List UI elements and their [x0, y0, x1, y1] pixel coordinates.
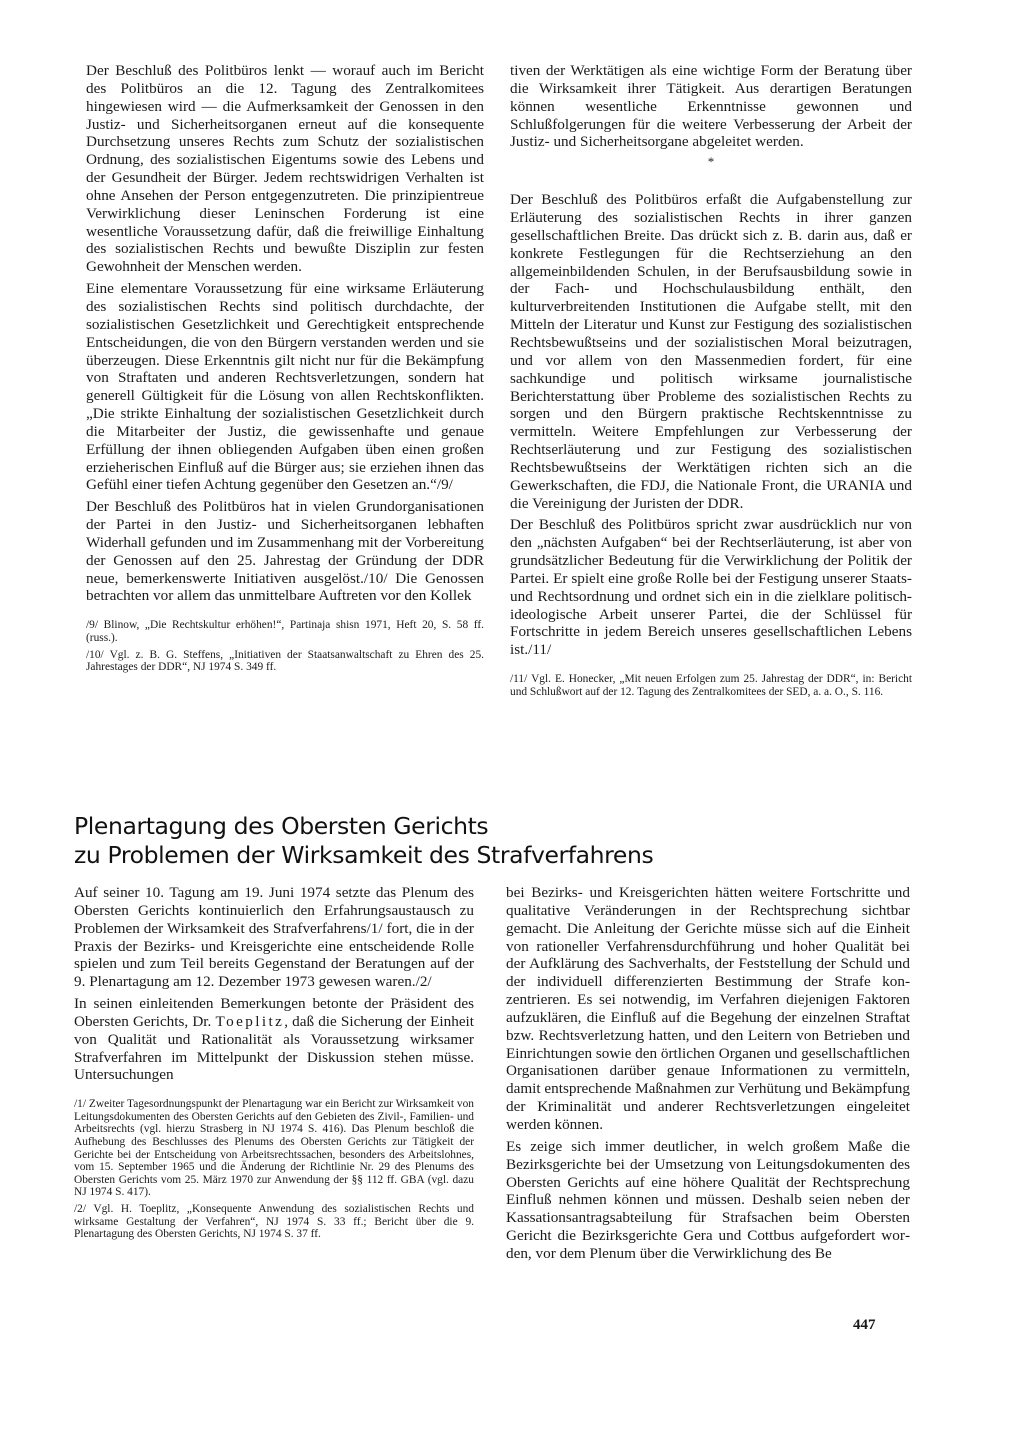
- article-right-column: [506, 884, 910, 1267]
- paragraph: [74, 995, 474, 1084]
- article-headline: [74, 812, 954, 870]
- article-left-column: [74, 884, 474, 1245]
- text-run: In seinen einleitenden Bemerkungen betonte der Präsident des Obersten Gerichts, Dr.: [74, 995, 474, 1030]
- headline-line: Plenartagung des Obersten Gerichts: [74, 812, 489, 840]
- paragraph: Der Beschluß des Politbüros lenkt — worauf auch im Bericht des Politbüros an die 12. Tagung des Zentralkomitees hingewiesen wird — die Aufmerksamkeit der Genossen in den Justiz- und Sicherheitsorganen erneut auf die konsequente Durchsetzung unseres Rechts zum Schutz der sozialistischen Ordnung, des sozialistischen Eigentums sowie des Lebens und der Gesundheit der Bürger. Jedem rechtswidrigen Verhalten ist ohne Ansehen der Person entgegenzutreten. Die prinzipientreue Verwirklichung dieser Leninschen Forderung ist eine wesentliche Voraussetzung dafür, daß die freiwillige Einhaltung des sozialistischen Rechts und bewußte Disziplin zur festen Gewohnheit der Menschen werden.: [86, 62, 484, 276]
- paragraph: tiven der Werktätigen als eine wichtige Form der Beratung über die Wirksamkeit ihrer Tätigkeit. Aus derartigen Beratungen können wesentliche Erkenntnisse gewonnen und Schlußfolgerungen für die weitere Verbesserung der Arbeit der Justiz- und Sicherheitsorgane abgeleitet werden.: [510, 62, 912, 151]
- person-name: Toeplitz: [215, 1012, 285, 1030]
- paragraph: Der Beschluß des Politbüros spricht zwar ausdrücklich nur von den „nächsten Aufgaben“ bei der Rechtserläuterung, ist aber von grundsätzlicher Bedeutung für die Verwirklichung der Politik der Partei. Er spielt eine große Rolle bei der Festigung unserer Staats- und Rechtsordnung und ordnet sich ein in die zielklare politisch-ideologische Arbeit unserer Partei, die der Schlüssel für Fortschritte in jedem Bereich unseres gesellschaftlichen Lebens ist./11/: [510, 516, 912, 659]
- footnote-10: /10/ Vgl. z. B. G. Steffens, „Initiativen der Staatsanwaltschaft zu Ehren des 25. Jahrestages der DDR“, NJ 1974 S. 349 ff.: [86, 648, 484, 674]
- footnote-1: /1/ Zweiter Tagesordnungspunkt der Plenartagung war ein Bericht zur Wirksamkeit von Leitungsdokumenten des Obersten Gerichts auf den Gebieten des Zivil-, Familien- und Arbeitsrechts (vgl. hierzu Strasberg in NJ 1974 S. 416). Das Plenum beschloß die Aufhebung des Beschlusses des Plenums des Obersten Gerichts zur Tätigkeit der Gerichte bei der Entscheidung von Arbeitsrechtssachen, besonders des Arbeitslohnes, vom 15. September 1965 und die Änderung der Richtlinie Nr. 29 des Plenums des Obersten Gerichts vom 25. März 1970 zur Anwendung der §§ 112 ff. GBA (vgl. dazu NJ 1974 S. 417).: [74, 1098, 474, 1199]
- paragraph: Eine elementare Voraussetzung für eine wirksame Erläuterung des sozialistischen Rechts sind politisch durchdachte, der sozialistischen Gesetzlichkeit und Gerechtigkeit entsprechende Entscheidungen, die von den Bürgern verstanden werden und sie überzeugen. Diese Erkenntnis gilt nicht nur für die Bekämpfung von Straftaten und anderen Rechtsverletzungen, sondern hat generell Gültigkeit für die Lösung von allen Rechtskonflikten. „Die strikte Einhaltung der sozialistischen Gesetzlichkeit durch die Mitarbeiter der Justiz, die gewissenhafte und genaue Erfüllung der ihnen obliegenden Aufgaben üben einen großen erzieherischen Einfluß auf die Bürger aus; sie erziehen ihnen das Gefühl einer tiefen Achtung gegenüber den Gesetzen an.“/9/: [86, 280, 484, 494]
- page-number: 447: [853, 1317, 876, 1333]
- paragraph: Der Beschluß des Politbüros erfaßt die Aufgabenstellung zur Erläuterung des sozialistischen Rechts in ihrer ganzen gesellschaftlichen Breite. Das drückt sich z. B. darin aus, daß er konkrete Festlegungen für die Rechtserziehung an den allgemeinbildenden Schulen, in der Berufsausbildung sowie in der Fach- und Hochschulausbildung enthält, den kulturverbreitenden Institutionen die Aufgabe stellt, mit den Mitteln der Literatur und Kunst zur Festigung des sozialistischen Rechtsbewußtseins und der sozialistischen Moral beizutragen, und vor allem von den Massenmedien fordert, für eine sachkundige und politisch wirksame journalistische Berichterstattung über Probleme des sozialistischen Rechts zu sorgen und den Bürgern praktische Rechtskenntnisse zu vermitteln. Weitere Empfehlungen zur Verbesserung der Rechtserläuterung und zur Festigung des sozialistischen Rechtsbewußtseins der Werktätigen richten sich an die Gewerkschaften, die FDJ, die Nationale Front, die URANIA und die Vereinigung der Juristen der DDR.: [510, 191, 912, 512]
- paragraph: Es zeige sich immer deutlicher, in welch großem Maße die Bezirksgerichte bei der Umsetzung von Leitungsdokumenten des Obersten Gerichts auf eine höhere Qualität der Rechtsprechung Einfluß nehmen können und müssen. Deshalb seien neben der Kassationsantragsabteilung für Strafsachen beim Obersten Gericht die Bezirksgerichte Gera und Cottbus aufgefordert worden, vor dem Plenum über die Verwirklichung des Be: [506, 1137, 910, 1262]
- footnote-2: /2/ Vgl. H. Toeplitz, „Konsequente Anwendung des sozialistischen Rechts und wirksame Gestaltung der Verfahren“, NJ 1974 S. 33 ff.; Bericht über die 9. Plenartagung des Obersten Gerichts, NJ 1974 S. 37 ff.: [74, 1203, 474, 1241]
- text-run: , daß die Sicherung der Einheit von Qualität und Rationalität als Voraussetzung wirksamer Strafverfahren im Mittelpunkt der Diskussion stehen müsse. Untersuchungen: [74, 1012, 474, 1084]
- paragraph: Auf seiner 10. Tagung am 19. Juni 1974 setzte das Plenum des Obersten Gerichts kontinuierlich den Erfahrungsaustausch zu Problemen der Wirksamkeit des Strafverfahrens/1/ fort, die in der Praxis der Bezirks- und Kreisgerichte eine entscheidende Rolle spielen und zum Teil bereits Gegenstand der Beratungen auf der 9. Plenartagung am 12. Dezember 1973 gewesen waren./2/: [74, 884, 474, 991]
- headline-line: zu Problemen der Wirksamkeit des Strafverfahrens: [74, 841, 654, 869]
- section-separator: *: [707, 154, 715, 170]
- paragraph: Der Beschluß des Politbüros hat in vielen Grundorganisationen der Partei in den Justiz- und Sicherheitsorganen lebhaften Widerhall gefunden und im Zusammenhang mit der Vorbereitung der Genossen auf den 25. Jahrestag der Gründung der DDR neue, bemerkenswerte Initiativen ausgelöst./10/ Die Genossen betrachten vor allem das unmittelbare Auftreten vor den Kollek: [86, 498, 484, 605]
- footnote-11: /11/ Vgl. E. Honecker, „Mit neuen Erfolgen zum 25. Jahrestag der DDR“, in: Bericht und Schlußwort auf der 12. Tagung des Zentralkomitees der SED, a. a. O., S. 116.: [510, 673, 912, 698]
- upper-left-column: [86, 62, 484, 678]
- footnote-9: /9/ Blinow, „Die Rechtskultur erhöhen!“, Partinaja shisn 1971, Heft 20, S. 58 ff. (russ.).: [86, 619, 484, 644]
- paragraph: bei Bezirks- und Kreisgerichten hätten weitere Fortschritte und qualitative Veränderungen in der Rechtsprechung sichtbar gemacht. Die Anleitung der Gerichte müsse sich auf die Einheit von rationeller Verfahrensdurchführung und hoher Qualität bei der Aufklärung des Sachverhalts, der Feststellung der Schuld und der individuell differenzierten Bestimmung der Strafe konzentrieren. Es sei notwendig, im Verfahren diejenigen Faktoren aufzuklären, die Einfluß auf die Begehung der einzelnen Straftat bzw. Rechtsverletzung hatten, und den Leitern von Betrieben und Einrichtungen sowie den örtlichen Organen und gesellschaftlichen Organisationen darüber genaue Informationen zu vermitteln, damit entsprechende Maßnahmen zur Verhütung und Bekämpfung der Kriminalität und anderer Rechtsverletzungen eingeleitet werden können.: [506, 884, 910, 1133]
- upper-right-column: [510, 62, 912, 702]
